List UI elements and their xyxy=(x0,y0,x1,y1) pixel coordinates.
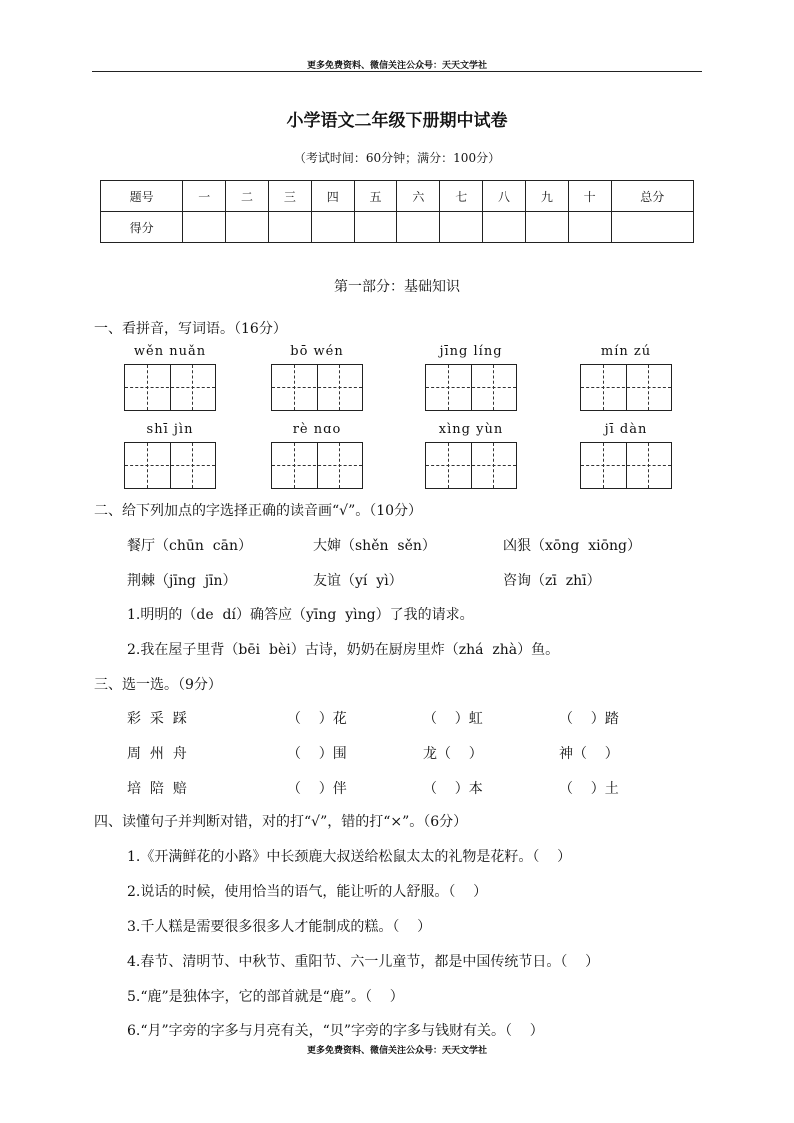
score-cell[interactable] xyxy=(354,212,397,243)
score-header-cell: 七 xyxy=(440,181,483,212)
score-cell[interactable] xyxy=(611,212,693,243)
score-cell[interactable] xyxy=(226,212,269,243)
writing-grid[interactable] xyxy=(580,442,672,489)
judgement-item: 5.“鹿”是独体字，它的部首就是“鹿”。（ ） xyxy=(127,989,404,1005)
fill-blank: （ ）本 xyxy=(423,781,483,797)
writing-grid[interactable] xyxy=(124,364,216,411)
writing-grid[interactable] xyxy=(580,364,672,411)
reading-option: 咨询（zī zhī） xyxy=(503,573,601,589)
pinyin-label: wěn nuǎn xyxy=(133,344,207,359)
score-header-cell: 一 xyxy=(183,181,226,212)
char-group: 周 州 舟 xyxy=(127,746,187,762)
writing-grid[interactable] xyxy=(425,442,517,489)
score-cell[interactable] xyxy=(525,212,568,243)
fill-blank: （ ）围 xyxy=(287,746,347,762)
exam-subtitle: （考试时间：60分钟；满分：100分） xyxy=(293,151,501,165)
score-value-row xyxy=(101,212,694,243)
section4-title: 四、读懂句子并判断对错，对的打“√”，错的打“×”。（6分） xyxy=(94,814,468,830)
fill-blank: （ ）虹 xyxy=(423,711,483,727)
score-header-cell: 总分 xyxy=(611,181,693,212)
judgement-item: 4.春节、清明节、中秋节、重阳节、六一儿童节，都是中国传统节日。（ ） xyxy=(127,954,600,970)
reading-option: 大婶（shěn sěn） xyxy=(313,538,436,554)
score-header-cell: 五 xyxy=(354,181,397,212)
char-group: 培 陪 赔 xyxy=(127,781,187,797)
header-note: 更多免费资料、微信关注公众号：天天文学社 xyxy=(306,61,487,71)
pinyin-label: shī jìn xyxy=(146,422,194,437)
pinyin-label: jīng líng xyxy=(439,344,503,359)
pinyin-label: mín zú xyxy=(600,344,652,359)
fill-blank: 神（ ） xyxy=(559,746,619,762)
score-header-row xyxy=(101,181,694,212)
reading-option: 荆棘（jīng jīn） xyxy=(127,573,237,589)
char-group: 彩 采 踩 xyxy=(127,711,187,727)
score-cell[interactable] xyxy=(397,212,440,243)
score-cell[interactable] xyxy=(483,212,526,243)
score-header-cell: 三 xyxy=(268,181,311,212)
pinyin-label: xìng yùn xyxy=(438,422,504,437)
score-header-cell: 四 xyxy=(311,181,354,212)
score-table xyxy=(100,180,694,243)
score-cell[interactable] xyxy=(440,212,483,243)
judgement-item: 3.千人糕是需要很多很多人才能制成的糕。（ ） xyxy=(127,919,432,935)
fill-blank: （ ）土 xyxy=(559,781,619,797)
score-header-cell: 八 xyxy=(483,181,526,212)
exam-title: 小学语文二年级下册期中试卷 xyxy=(286,111,508,131)
score-header-cell: 题号 xyxy=(101,181,183,212)
judgement-item: 1.《开满鲜花的小路》中长颈鹿大叔送给松鼠太太的礼物是花籽。（ ） xyxy=(127,849,572,865)
score-cell[interactable] xyxy=(311,212,354,243)
score-header-cell: 二 xyxy=(226,181,269,212)
fill-blank: （ ）踏 xyxy=(559,711,619,727)
score-header-cell: 九 xyxy=(525,181,568,212)
score-cell[interactable] xyxy=(568,212,611,243)
pinyin-label: bō wén xyxy=(290,344,344,359)
writing-grid[interactable] xyxy=(271,442,363,489)
score-row-label: 得分 xyxy=(101,212,183,243)
writing-grid[interactable] xyxy=(124,442,216,489)
pinyin-label: rè nɑo xyxy=(292,422,342,437)
pinyin-label: jī dàn xyxy=(604,422,648,437)
footer-note: 更多免费资料、微信关注公众号：天天文学社 xyxy=(306,1046,487,1056)
reading-option: 餐厅（chūn cān） xyxy=(127,538,252,554)
header-rule xyxy=(92,71,702,72)
question-line: 2.我在屋子里背（bēi bèi）古诗，奶奶在厨房里炸（zhá zhà）鱼。 xyxy=(127,642,560,658)
fill-blank: （ ）伴 xyxy=(287,781,347,797)
section2-title: 二、给下列加点的字选择正确的读音画“√”。（10分） xyxy=(94,503,423,519)
question-line: 1.明明的（de dí）确答应（yīng yìng）了我的请求。 xyxy=(127,607,474,623)
writing-grid[interactable] xyxy=(271,364,363,411)
judgement-item: 2.说话的时候，使用恰当的语气，能让听的人舒服。（ ） xyxy=(127,884,488,900)
judgement-item: 6.“月”字旁的字多与月亮有关，“贝”字旁的字多与钱财有关。（ ） xyxy=(127,1023,544,1039)
score-header-cell: 十 xyxy=(568,181,611,212)
part-title: 第一部分：基础知识 xyxy=(334,279,460,295)
fill-blank: （ ）花 xyxy=(287,711,347,727)
score-cell[interactable] xyxy=(268,212,311,243)
section1-title: 一、看拼音，写词语。（16分） xyxy=(94,321,287,337)
writing-grid[interactable] xyxy=(425,364,517,411)
reading-option: 友谊（yí yì） xyxy=(313,573,403,589)
score-cell[interactable] xyxy=(183,212,226,243)
section3-title: 三、选一选。（9分） xyxy=(94,677,222,693)
reading-option: 凶狠（xōng xiōng） xyxy=(503,538,641,554)
score-header-cell: 六 xyxy=(397,181,440,212)
fill-blank: 龙（ ） xyxy=(423,746,483,762)
